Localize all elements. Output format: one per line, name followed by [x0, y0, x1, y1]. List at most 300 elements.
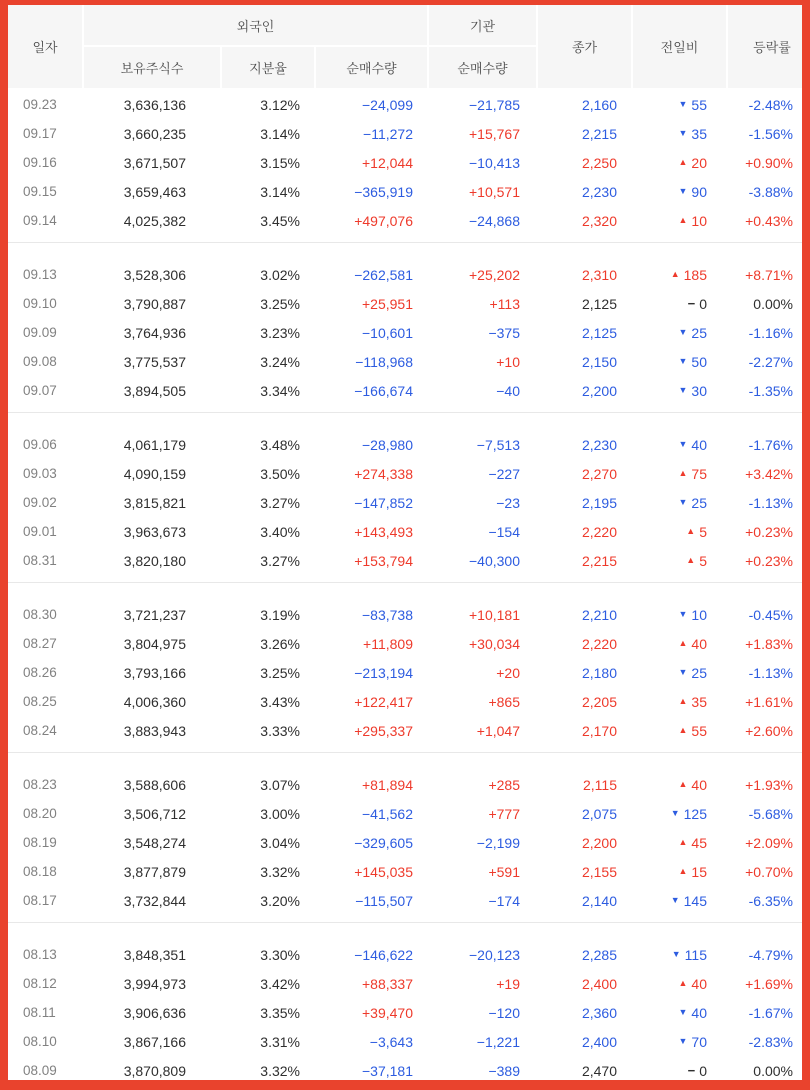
cell-shares-held: 3,790,887	[123, 295, 186, 312]
cell-date: 08.31	[23, 553, 57, 568]
cell-foreigner-net-buy: +88,337	[362, 975, 413, 992]
change-value: 10	[691, 212, 707, 229]
cell-shares-held: 3,732,844	[123, 892, 186, 909]
change-value: 185	[683, 266, 707, 283]
down-arrow-icon: ▼	[678, 1007, 688, 1017]
cell-close-price: 2,180	[581, 664, 617, 681]
cell-daily-change	[621, 155, 714, 171]
cell-date: 09.01	[23, 524, 57, 539]
cell-close-price: 2,140	[581, 892, 617, 909]
cell-change-rate: +0.90%	[745, 154, 793, 171]
cell-change-rate: +0.43%	[745, 212, 793, 229]
cell-daily-change	[621, 213, 714, 229]
cell-close-price: 2,360	[581, 1004, 617, 1021]
cell-daily-change	[621, 976, 714, 992]
table-row	[8, 90, 802, 119]
change-value: 40	[691, 436, 707, 453]
cell-foreigner-net-buy: +274,338	[354, 465, 413, 482]
cell-date: 08.19	[23, 835, 57, 850]
cell-ownership-ratio: 3.25%	[260, 295, 300, 312]
table-row	[8, 260, 802, 289]
cell-foreigner-net-buy: +497,076	[354, 212, 413, 229]
cell-close-price: 2,400	[581, 1033, 617, 1050]
up-arrow-icon: ▲	[678, 779, 688, 789]
table-row	[8, 289, 802, 318]
change-value: 25	[691, 324, 707, 341]
cell-date: 08.23	[23, 777, 57, 792]
down-arrow-icon: ▼	[678, 667, 688, 677]
cell-date: 09.15	[23, 184, 57, 199]
cell-date: 08.18	[23, 864, 57, 879]
cell-daily-change	[621, 296, 714, 312]
cell-institution-net-buy: +591	[488, 863, 520, 880]
cell-close-price: 2,195	[581, 494, 617, 511]
table-row	[8, 318, 802, 347]
cell-institution-net-buy: +113	[489, 295, 520, 312]
header-close-price: 종가	[538, 5, 631, 88]
change-value: 5	[699, 552, 707, 569]
down-arrow-icon: ▼	[678, 497, 688, 507]
cell-close-price: 2,215	[581, 552, 617, 569]
flat-dash-icon: −	[687, 1063, 696, 1078]
header-institution-net-buy: 순매수량	[429, 47, 536, 88]
cell-ownership-ratio: 3.23%	[260, 324, 300, 341]
down-arrow-icon: ▼	[678, 385, 688, 395]
table-row	[8, 857, 802, 886]
cell-shares-held: 3,804,975	[123, 635, 186, 652]
cell-close-price: 2,155	[581, 863, 617, 880]
change-value: 20	[691, 154, 707, 171]
cell-ownership-ratio: 3.45%	[260, 212, 300, 229]
up-arrow-icon: ▲	[670, 269, 680, 279]
cell-institution-net-buy: −20,123	[469, 946, 520, 963]
cell-daily-change	[621, 1063, 714, 1079]
cell-ownership-ratio: 3.04%	[260, 834, 300, 851]
up-arrow-icon: ▲	[678, 696, 688, 706]
cell-date: 09.03	[23, 466, 57, 481]
cell-shares-held: 3,793,166	[123, 664, 186, 681]
change-value: 40	[691, 1004, 707, 1021]
cell-change-rate: +1.69%	[745, 975, 793, 992]
cell-foreigner-net-buy: +25,951	[362, 295, 413, 312]
cell-foreigner-net-buy: −28,980	[362, 436, 413, 453]
down-arrow-icon: ▼	[678, 609, 688, 619]
cell-change-rate: +0.70%	[745, 863, 793, 880]
change-value: 70	[691, 1033, 707, 1050]
cell-daily-change	[621, 97, 714, 113]
down-arrow-icon: ▼	[678, 1036, 688, 1046]
table-row	[8, 716, 802, 745]
cell-date: 08.20	[23, 806, 57, 821]
cell-close-price: 2,125	[581, 324, 617, 341]
cell-ownership-ratio: 3.24%	[260, 353, 300, 370]
cell-ownership-ratio: 3.19%	[260, 606, 300, 623]
table-row	[8, 600, 802, 629]
cell-date: 08.27	[23, 636, 57, 651]
cell-date: 08.26	[23, 665, 57, 680]
cell-institution-net-buy: −120	[488, 1004, 520, 1021]
table-row	[8, 430, 802, 459]
table-row	[8, 998, 802, 1027]
change-value: 90	[691, 183, 707, 200]
cell-close-price: 2,310	[581, 266, 617, 283]
change-value: 35	[691, 693, 707, 710]
cell-shares-held: 4,090,159	[123, 465, 186, 482]
cell-date: 09.09	[23, 325, 57, 340]
cell-shares-held: 3,820,180	[123, 552, 186, 569]
table-row	[8, 799, 802, 828]
row-group	[8, 923, 802, 1090]
cell-daily-change	[621, 437, 714, 453]
cell-foreigner-net-buy: −11,272	[363, 125, 413, 142]
change-value: 50	[691, 353, 707, 370]
cell-ownership-ratio: 3.14%	[260, 183, 300, 200]
cell-shares-held: 3,721,237	[123, 606, 186, 623]
change-value: 55	[691, 722, 707, 739]
cell-foreigner-net-buy: −118,968	[355, 353, 413, 370]
cell-institution-net-buy: +30,034	[469, 635, 520, 652]
cell-ownership-ratio: 3.35%	[260, 1004, 300, 1021]
cell-foreigner-net-buy: +295,337	[354, 722, 413, 739]
cell-shares-held: 3,906,636	[123, 1004, 186, 1021]
cell-close-price: 2,285	[581, 946, 617, 963]
header-date: 일자	[8, 5, 82, 88]
change-value: 25	[691, 664, 707, 681]
cell-close-price: 2,115	[583, 776, 617, 793]
table-row	[8, 459, 802, 488]
cell-ownership-ratio: 3.27%	[260, 494, 300, 511]
cell-ownership-ratio: 3.33%	[260, 722, 300, 739]
row-group	[8, 243, 802, 413]
cell-foreigner-net-buy: −365,919	[354, 183, 413, 200]
cell-foreigner-net-buy: −166,674	[354, 382, 413, 399]
cell-change-rate: +2.60%	[745, 722, 793, 739]
cell-close-price: 2,220	[581, 523, 617, 540]
cell-daily-change	[621, 893, 714, 909]
cell-change-rate: -1.67%	[748, 1004, 793, 1021]
cell-institution-net-buy: +25,202	[469, 266, 520, 283]
cell-shares-held: 3,848,351	[123, 946, 186, 963]
change-value: 145	[683, 892, 707, 909]
cell-institution-net-buy: −154	[488, 523, 520, 540]
cell-change-rate: +1.83%	[745, 635, 793, 652]
header-shares-held: 보유주식수	[84, 47, 220, 88]
cell-change-rate: -1.13%	[748, 664, 793, 681]
cell-institution-net-buy: +777	[488, 805, 520, 822]
table-row	[8, 687, 802, 716]
cell-ownership-ratio: 3.31%	[260, 1033, 300, 1050]
table-row	[8, 517, 802, 546]
cell-shares-held: 3,870,809	[123, 1062, 186, 1079]
up-arrow-icon: ▲	[678, 215, 688, 225]
cell-institution-net-buy: +865	[488, 693, 520, 710]
cell-close-price: 2,470	[581, 1062, 617, 1079]
cell-foreigner-net-buy: −262,581	[354, 266, 413, 283]
cell-change-rate: -5.68%	[748, 805, 793, 822]
cell-ownership-ratio: 3.12%	[260, 96, 300, 113]
cell-shares-held: 3,994,973	[123, 975, 186, 992]
cell-foreigner-net-buy: −3,643	[369, 1033, 413, 1050]
cell-foreigner-net-buy: −147,852	[354, 494, 413, 511]
cell-shares-held: 3,963,673	[123, 523, 186, 540]
change-value: 10	[691, 606, 707, 623]
table-row	[8, 1027, 802, 1056]
cell-shares-held: 3,636,136	[123, 96, 186, 113]
cell-change-rate: -2.48%	[748, 96, 793, 113]
cell-foreigner-net-buy: −329,605	[354, 834, 413, 851]
cell-change-rate: -4.79%	[748, 946, 793, 963]
cell-date: 08.10	[23, 1034, 57, 1049]
cell-daily-change	[621, 553, 714, 569]
down-arrow-icon: ▼	[678, 128, 688, 138]
change-value: 40	[691, 975, 707, 992]
cell-daily-change	[621, 126, 714, 142]
cell-change-rate: -2.27%	[748, 353, 793, 370]
cell-close-price: 2,075	[581, 805, 617, 822]
change-value: 30	[691, 382, 707, 399]
cell-change-rate: -1.76%	[748, 436, 793, 453]
cell-ownership-ratio: 3.43%	[260, 693, 300, 710]
cell-daily-change	[621, 354, 714, 370]
row-group	[8, 583, 802, 753]
change-value: 55	[691, 96, 707, 113]
table-row	[8, 1056, 802, 1085]
cell-shares-held: 4,025,382	[123, 212, 186, 229]
cell-ownership-ratio: 3.34%	[260, 382, 300, 399]
table-row	[8, 629, 802, 658]
cell-shares-held: 4,061,179	[123, 436, 186, 453]
cell-change-rate: -1.13%	[748, 494, 793, 511]
row-group	[8, 753, 802, 923]
cell-shares-held: 3,764,936	[123, 324, 186, 341]
change-value: 15	[691, 863, 707, 880]
cell-close-price: 2,200	[581, 382, 617, 399]
change-value: 125	[683, 805, 707, 822]
cell-change-rate: -1.56%	[748, 125, 793, 142]
cell-shares-held: 3,775,537	[123, 353, 186, 370]
table-row	[8, 940, 802, 969]
cell-change-rate: +2.09%	[745, 834, 793, 851]
row-group	[8, 90, 802, 243]
cell-institution-net-buy: −7,513	[476, 436, 520, 453]
cell-date: 09.17	[23, 126, 57, 141]
cell-date: 08.12	[23, 976, 57, 991]
cell-close-price: 2,200	[581, 834, 617, 851]
table-row	[8, 347, 802, 376]
cell-foreigner-net-buy: +81,894	[362, 776, 413, 793]
cell-institution-net-buy: −2,199	[476, 834, 520, 851]
cell-shares-held: 3,671,507	[123, 154, 186, 171]
cell-foreigner-net-buy: −115,507	[355, 892, 413, 909]
cell-close-price: 2,320	[581, 212, 617, 229]
cell-change-rate: 0.00%	[753, 295, 793, 312]
cell-change-rate: +8.71%	[745, 266, 793, 283]
cell-daily-change	[621, 325, 714, 341]
cell-shares-held: 3,877,879	[123, 863, 186, 880]
cell-ownership-ratio: 3.50%	[260, 465, 300, 482]
cell-daily-change	[621, 383, 714, 399]
cell-shares-held: 3,660,235	[123, 125, 186, 142]
cell-daily-change	[621, 524, 714, 540]
header-foreigner-net-buy: 순매수량	[316, 47, 427, 88]
cell-institution-net-buy: −174	[488, 892, 520, 909]
cell-ownership-ratio: 3.40%	[260, 523, 300, 540]
cell-change-rate: +0.23%	[745, 523, 793, 540]
cell-shares-held: 3,883,943	[123, 722, 186, 739]
cell-institution-net-buy: +20	[496, 664, 520, 681]
down-arrow-icon: ▼	[678, 186, 688, 196]
down-arrow-icon: ▼	[678, 356, 688, 366]
cell-ownership-ratio: 3.48%	[260, 436, 300, 453]
change-value: 45	[691, 834, 707, 851]
cell-ownership-ratio: 3.32%	[260, 1062, 300, 1079]
cell-close-price: 2,215	[581, 125, 617, 142]
cell-date: 08.30	[23, 607, 57, 622]
up-arrow-icon: ▲	[678, 638, 688, 648]
cell-ownership-ratio: 3.27%	[260, 552, 300, 569]
cell-change-rate: +1.61%	[745, 693, 793, 710]
cell-date: 08.09	[23, 1063, 57, 1078]
cell-change-rate: +0.23%	[745, 552, 793, 569]
table-row	[8, 828, 802, 857]
cell-date: 08.11	[23, 1005, 56, 1020]
cell-ownership-ratio: 3.42%	[260, 975, 300, 992]
cell-daily-change	[621, 723, 714, 739]
up-arrow-icon: ▲	[678, 468, 688, 478]
cell-close-price: 2,220	[581, 635, 617, 652]
cell-institution-net-buy: +1,047	[476, 722, 520, 739]
cell-daily-change	[621, 495, 714, 511]
flat-dash-icon: −	[687, 296, 696, 311]
cell-foreigner-net-buy: −24,099	[362, 96, 413, 113]
cell-ownership-ratio: 3.25%	[260, 664, 300, 681]
cell-institution-net-buy: −24,868	[469, 212, 520, 229]
change-value: 35	[691, 125, 707, 142]
cell-institution-net-buy: +10,181	[469, 606, 520, 623]
cell-institution-net-buy: −21,785	[469, 96, 520, 113]
up-arrow-icon: ▲	[686, 526, 696, 536]
cell-close-price: 2,250	[581, 154, 617, 171]
cell-institution-net-buy: +19	[496, 975, 520, 992]
cell-change-rate: 0.00%	[753, 1062, 793, 1079]
up-arrow-icon: ▲	[678, 837, 688, 847]
cell-close-price: 2,160	[581, 96, 617, 113]
cell-daily-change	[621, 694, 714, 710]
cell-institution-net-buy: −40,300	[469, 552, 520, 569]
cell-date: 09.16	[23, 155, 57, 170]
cell-close-price: 2,205	[581, 693, 617, 710]
cell-close-price: 2,400	[581, 975, 617, 992]
row-group	[8, 413, 802, 583]
cell-daily-change	[621, 947, 714, 963]
cell-institution-net-buy: −1,221	[476, 1033, 520, 1050]
cell-ownership-ratio: 3.30%	[260, 946, 300, 963]
down-arrow-icon: ▼	[678, 439, 688, 449]
cell-foreigner-net-buy: −37,181	[362, 1062, 413, 1079]
table-row	[8, 376, 802, 405]
cell-daily-change	[621, 864, 714, 880]
cell-institution-net-buy: −23	[496, 494, 520, 511]
cell-foreigner-net-buy: −83,738	[362, 606, 413, 623]
cell-date: 08.13	[23, 947, 57, 962]
cell-institution-net-buy: +15,767	[469, 125, 520, 142]
table-header	[8, 5, 802, 88]
cell-ownership-ratio: 3.14%	[260, 125, 300, 142]
cell-daily-change	[621, 835, 714, 851]
down-arrow-icon: ▼	[670, 895, 680, 905]
up-arrow-icon: ▲	[678, 866, 688, 876]
table-row	[8, 969, 802, 998]
header-change-rate: 등락률	[728, 5, 810, 88]
down-arrow-icon: ▼	[670, 808, 680, 818]
cell-foreigner-net-buy: +11,809	[363, 635, 413, 652]
cell-daily-change	[621, 1005, 714, 1021]
down-arrow-icon: ▼	[678, 327, 688, 337]
table-row	[8, 546, 802, 575]
cell-change-rate: -6.35%	[748, 892, 793, 909]
cell-close-price: 2,170	[581, 722, 617, 739]
cell-date: 09.08	[23, 354, 57, 369]
header-institution-group: 기관	[429, 5, 536, 45]
cell-ownership-ratio: 3.02%	[260, 266, 300, 283]
cell-date: 09.13	[23, 267, 57, 282]
header-ownership-ratio: 지분율	[222, 47, 314, 88]
cell-institution-net-buy: −10,413	[469, 154, 520, 171]
change-value: 115	[684, 946, 707, 963]
cell-foreigner-net-buy: +145,035	[354, 863, 413, 880]
change-value: 40	[691, 635, 707, 652]
up-arrow-icon: ▲	[678, 157, 688, 167]
cell-shares-held: 3,588,606	[123, 776, 186, 793]
cell-foreigner-net-buy: +122,417	[354, 693, 413, 710]
cell-institution-net-buy: −227	[488, 465, 520, 482]
cell-shares-held: 4,006,360	[123, 693, 186, 710]
cell-institution-net-buy: −375	[488, 324, 520, 341]
cell-shares-held: 3,528,306	[123, 266, 186, 283]
cell-change-rate: -3.88%	[748, 183, 793, 200]
cell-date: 09.14	[23, 213, 57, 228]
change-value: 0	[699, 1062, 707, 1079]
cell-institution-net-buy: +10	[496, 353, 520, 370]
cell-date: 09.02	[23, 495, 57, 510]
up-arrow-icon: ▲	[678, 725, 688, 735]
cell-shares-held: 3,506,712	[123, 805, 186, 822]
cell-shares-held: 3,659,463	[123, 183, 186, 200]
header-foreigner-group: 외국인	[84, 5, 427, 45]
cell-ownership-ratio: 3.00%	[260, 805, 300, 822]
cell-daily-change	[621, 806, 714, 822]
cell-foreigner-net-buy: +143,493	[354, 523, 413, 540]
cell-date: 08.24	[23, 723, 57, 738]
table-row	[8, 148, 802, 177]
cell-shares-held: 3,815,821	[123, 494, 186, 511]
table-row	[8, 206, 802, 235]
cell-date: 09.06	[23, 437, 57, 452]
cell-daily-change	[621, 607, 714, 623]
cell-close-price: 2,270	[581, 465, 617, 482]
cell-ownership-ratio: 3.15%	[260, 154, 300, 171]
down-arrow-icon: ▼	[671, 949, 681, 959]
table-body	[8, 88, 802, 1090]
cell-change-rate: +3.42%	[745, 465, 793, 482]
change-value: 0	[699, 295, 707, 312]
cell-date: 08.17	[23, 893, 57, 908]
table-row	[8, 177, 802, 206]
cell-foreigner-net-buy: +153,794	[354, 552, 413, 569]
cell-foreigner-net-buy: −10,601	[362, 324, 413, 341]
cell-date: 09.07	[23, 383, 57, 398]
table-row	[8, 770, 802, 799]
